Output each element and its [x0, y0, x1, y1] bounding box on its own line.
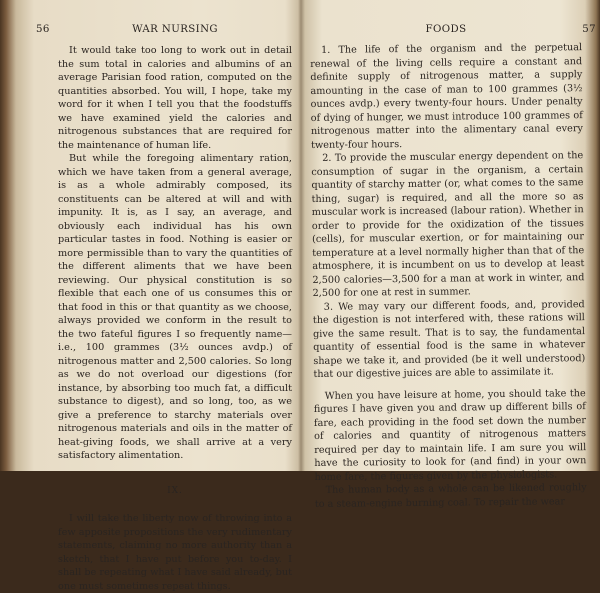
section-number: IX.: [167, 485, 183, 496]
paragraph: 3. We may vary our different foods, and, provided the digestion is not interfered with, these rations will give the same result. That is to say, the fundamental quantity of essential food is the same in whatever shape we take it, and provided (be it well understood) that our digestive juices are able to assimilate it.: [312, 298, 586, 380]
paragraph: But while the foregoing alimentary ration, which we have taken from a general average, is as a whole admirably composed, its constituents can be altered at will and with impunity. It is, as I say, an average, and obviously each individual has his own particular tastes in food. Nothing is easier or more permissible than to vary the quantities of the different aliments that we have been reviewing. Our physical constitution is so flexible that each one of us consumes this or that food in this or that quantity as we choose, always provided we conform in the result to the two fateful figures I so frequently name—i.e., 100 grammes (3½ ounces avdp.) of nitrogenous matter and 2,500 calories. So long as we do not overload our digestions (for instance, by absorbing too much fat, a difficult substance to digest), and so long, too, as we give a preference to starchy materials over nitrogenous materials and oils in the matter of heat-giving foods, we shall arrive at a very satisfactory alimentation.: [58, 153, 292, 461]
right-page-header: [310, 24, 596, 38]
right-page: [310, 0, 596, 510]
paragraph: I will take the liberty now of throwing into a few apposite propositions the very rudimentary statements, claiming no more authority than a sketch, that I have put before you to-day. I shall be repeating what I have said already, but one must sometimes repeat things.: [58, 513, 292, 592]
paragraph: It would take too long to work out in detail the sum total in calories and albumins of an average Parisian food ration, computed on the quantities absorbed. You will, I hope, take my word for it when I tell you that the foodstuffs we have examined yield the calories and nitrogenous substances that are required for the maintenance of human life.: [58, 45, 292, 151]
running-head: WAR NURSING: [132, 24, 218, 35]
page-number: 56: [36, 24, 50, 35]
left-page-body: [58, 44, 292, 593]
paragraph: When you have leisure at home, you should take the figures I have given you and draw up different bills of fare, each providing in the food set down the number of calories and quantity of nitrogenous matters required per day to maintain life. I am sure you will have the curiosity to look for (and find) in your own home fare, the figures given by the physiologists.: [313, 387, 587, 483]
paragraph: The human body as a whole can be likened roughly to a steam-engine burning coal. To repair the wear: [314, 482, 587, 510]
paragraph: 1. The life of the organism and the perpetual renewal of the living cells require a constant and definite supply of nitrogenous matter, a supply amounting in the case of man to 100 grammes (3½ ounces avdp.) every twenty-four hours. Under penalty of dying of hunger, we must introduce 100 grammes of nitrogenous matter into the alimentary canal every twenty-four hours.: [310, 42, 583, 151]
left-page: [36, 0, 292, 592]
page-number: 57: [582, 24, 596, 35]
paragraph: 2. To provide the muscular energy dependent on the consumption of sugar in the organism, a certain quantity of starchy matter (or, what comes to the same thing, sugar) is required, and all the more so as muscular work is increased (labour ration). Whether in order to provide for the oxidization of the tissues (cells), for muscular exertion, or for maintaining our temperature at a level normally higher than that of the atmosphere, it is incumbent on us to develop at least 2,500 calories—3,500 for a man at work in winter, and 2,500 for one at rest in summer.: [311, 150, 585, 299]
left-page-header: [36, 24, 292, 38]
right-page-body: [310, 41, 587, 511]
running-head: FOODS: [425, 24, 467, 35]
